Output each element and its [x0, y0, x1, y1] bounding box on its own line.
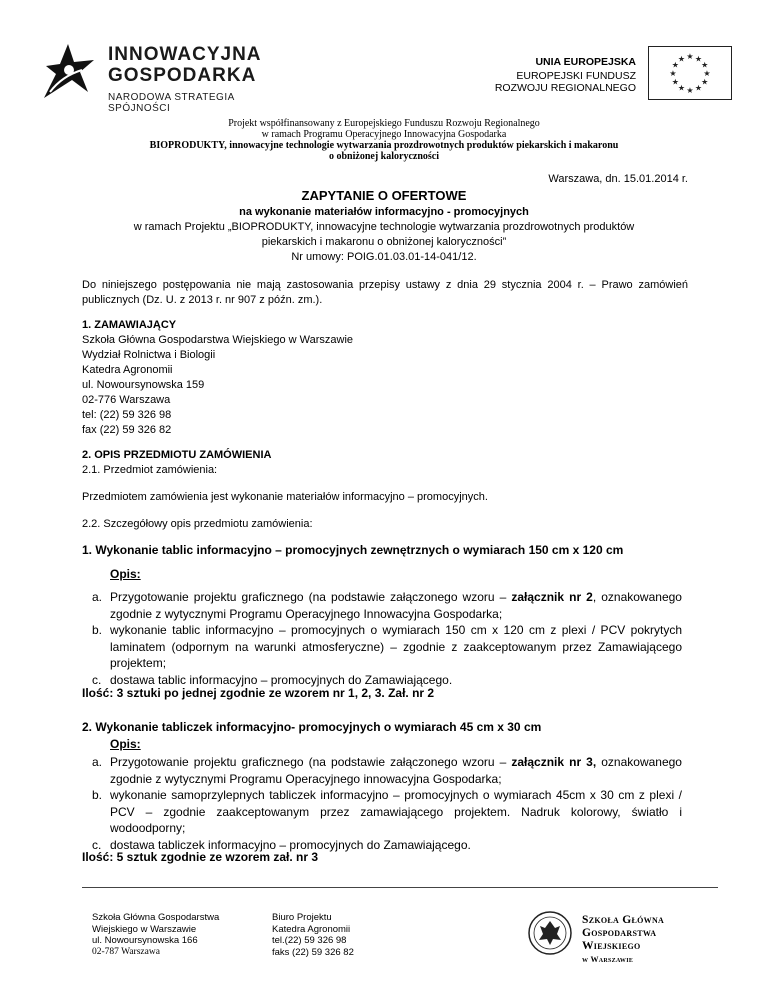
item2-opis: Opis:: [110, 737, 141, 751]
item2-a-text: Przygotowanie projektu graficznego (na podstawie załączonego wzoru –: [110, 755, 507, 769]
footer-office-line: tel.(22) 59 326 98: [272, 935, 347, 946]
list-marker: a.: [92, 590, 103, 604]
item1-quantity: Ilość: 3 sztuki po jednej zgodnie ze wzorem nr 1, 2, 3. Zał. nr 2: [82, 686, 435, 700]
section2-heading: 2. OPIS PRZEDMIOTU ZAMÓWIENIA: [82, 449, 272, 461]
item1-c-text: dostawa tablic informacyjno – promocyjnych do Zamawiającego.: [110, 672, 453, 687]
section1-line: tel: (22) 59 326 98: [82, 409, 172, 421]
contract-number: Nr umowy: POIG.01.03.01-14-041/12.: [291, 251, 477, 263]
subtitle: na wykonanie materiałów informacyjno - promocyjnych: [239, 206, 529, 218]
list-marker: a.: [92, 755, 103, 769]
list-marker: b.: [92, 788, 103, 802]
intro-paragraph: Do niniejszego postępowania nie mają zastosowania przepisy ustawy z dnia 29 stycznia 2004 r. – Prawo zamówień publicznych (Dz. U. z 2013 r. nr 907 z późn. zm.).: [82, 279, 688, 306]
section1-line: fax (22) 59 326 82: [82, 424, 172, 436]
item1-opis: Opis:: [110, 567, 141, 581]
list-item: [82, 787, 682, 837]
eu-flag-icon: [648, 46, 732, 100]
section2-sub1: 2.1. Przedmiot zamówienia:: [82, 464, 218, 476]
date-line: Warszawa, dn. 15.01.2014 r.: [548, 173, 688, 185]
footer-office-line: Biuro Projektu: [272, 912, 332, 923]
item2-quantity: Ilość: 5 sztuk zgodnie ze wzorem zał. nr 3: [82, 850, 319, 864]
sggw-line: w Warszawie: [582, 955, 634, 964]
section1-heading: 1. ZAMAWIAJĄCY: [82, 319, 177, 331]
eu-logo-line2: EUROPEJSKI FUNDUSZ: [516, 70, 636, 82]
list-marker: c.: [92, 672, 102, 687]
footer-address-line: Szkoła Główna Gospodarstwa: [92, 912, 220, 923]
list-item: [82, 622, 682, 672]
project-name-line2: piekarskich i makaronu o obniżonej kaloryczności”: [261, 236, 507, 248]
sggw-logo-text: [582, 914, 664, 966]
item2-a-rest: oznakowanego zgodnie z wytycznymi Programu Operacyjnego innowacyjna Gospodarka;: [110, 755, 682, 786]
eu-star-icon: ★: [686, 52, 694, 61]
eu-logo-line1: UNIA EUROPEJSKA: [535, 56, 636, 68]
eu-star-icon: ★: [671, 77, 679, 87]
sggw-line: Wiejskiego: [582, 940, 641, 952]
list-item: [82, 589, 682, 622]
item1-a-rest: , oznakowanego zgodnie z wytycznymi Programu Operacyjnego Innowacyjna Gospodarka;: [110, 590, 682, 621]
footer-divider: [82, 887, 718, 888]
section1-line: Katedra Agronomii: [82, 364, 173, 376]
ig-star-icon: [42, 40, 100, 100]
item1-b-text: wykonanie tablic informacyjno – promocyjnych o wymiarach 150 cm x 120 cm z plexi / PCV pokrytych laminatem (odpornym na warunki atmosferyczne) – zgodnie z zaakceptowanym przez Zamawiającego projektem;: [110, 623, 682, 670]
eu-star-icon: ★: [703, 69, 711, 78]
eu-star-icon: ★: [694, 54, 703, 64]
section1-line: Szkoła Główna Gospodarstwa Wiejskiego w Warszawie: [82, 334, 354, 346]
section1-line: ul. Nowoursynowska 159: [82, 379, 205, 391]
eu-star-icon: ★: [686, 86, 694, 95]
footer-address: [92, 912, 219, 958]
footer-project-office: [272, 912, 354, 958]
eu-logo: [494, 40, 732, 100]
item2-heading: 2. Wykonanie tabliczek informacyjno- promocyjnych o wymiarach 45 cm x 30 cm: [82, 720, 542, 734]
eu-star-icon: ★: [671, 60, 679, 70]
sggw-line: Gospodarstwa: [582, 927, 657, 939]
section2-sub2: 2.2. Szczegółowy opis przedmiotu zamówienia:: [82, 518, 313, 530]
project-line-1: Projekt współfinansowany z Europejskiego Funduszu Rozwoju Regionalnego: [228, 118, 540, 129]
project-line-3: BIOPRODUKTY, innowacyjne technologie wytwarzania prozdrowotnych produktów piekarskich i makaronu: [149, 140, 619, 151]
eu-star-icon: ★: [701, 77, 709, 87]
eu-star-icon: ★: [677, 54, 686, 64]
footer-address-line: 02-787 Warszawa: [92, 946, 160, 957]
sggw-crest-icon: [527, 910, 573, 956]
item2-a-attachment: załącznik nr 3,: [511, 755, 597, 769]
eu-star-icon: ★: [677, 83, 686, 93]
list-item: [82, 754, 682, 787]
ig-logo-subtitle: NARODOWA STRATEGIA SPÓJNOŚCI: [108, 92, 235, 114]
item1-a-attachment: załącznik nr 2: [511, 590, 593, 604]
sggw-line: Szkoła Główna: [582, 914, 665, 926]
eu-logo-line3: ROZWOJU REGIONALNEGO: [494, 82, 636, 94]
item1-list: [82, 589, 682, 688]
footer-address-line: Wiejskiego w Warszawie: [92, 923, 197, 935]
item1-heading: 1. Wykonanie tablic informacyjno – promocyjnych zewnętrznych o wymiarach 150 cm x 120 cm: [82, 543, 624, 557]
project-line-4: o obniżonej kaloryczności: [329, 151, 439, 162]
footer-office-line: faks (22) 59 326 82: [272, 946, 354, 958]
item1-a-text: Przygotowanie projektu graficznego (na podstawie załączonego wzoru –: [110, 590, 507, 604]
section1-line: 02-776 Warszawa: [82, 394, 171, 406]
section2-object: Przedmiotem zamówienia jest wykonanie materiałów informacyjno – promocyjnych.: [82, 491, 488, 503]
ig-logo-line1: INNOWACYJNA: [108, 44, 262, 65]
innowacyjna-gospodarka-logo: [42, 40, 282, 114]
page-title: ZAPYTANIE O OFERTOWE: [301, 188, 467, 203]
project-line-2: w ramach Programu Operacyjnego Innowacyjna Gospodarka: [261, 129, 507, 140]
footer-office-line: Katedra Agronomii: [272, 923, 351, 935]
footer-address-line: ul. Nowoursynowska 166: [92, 935, 198, 946]
list-marker: c.: [92, 837, 102, 852]
project-name-line1: w ramach Projektu „BIOPRODUKTY, innowacyjne technologie wytwarzania prozdrowotnych produktów: [133, 221, 635, 233]
eu-star-icon: ★: [701, 60, 709, 70]
item2-list: [82, 754, 682, 853]
section-zamawiajacy: [82, 318, 353, 438]
list-marker: b.: [92, 623, 103, 637]
section1-line: Wydział Rolnictwa i Biologii: [82, 349, 216, 361]
ig-logo-line2: GOSPODARKA: [108, 65, 257, 86]
item2-b-text: wykonanie samoprzylepnych tabliczek informacyjno – promocyjnych o wymiarach 45cm x 30 cm z plexi / PCV – zgodnie zaakceptowanym przez zamawiającego projektem. Nadruk kolorowy, światło i wodoodporny;: [110, 788, 682, 835]
eu-star-icon: ★: [694, 83, 703, 93]
item2-c-text: dostawa tabliczek informacyjno – promocyjnych do Zamawiającego.: [110, 837, 471, 852]
eu-star-icon: ★: [669, 69, 677, 78]
